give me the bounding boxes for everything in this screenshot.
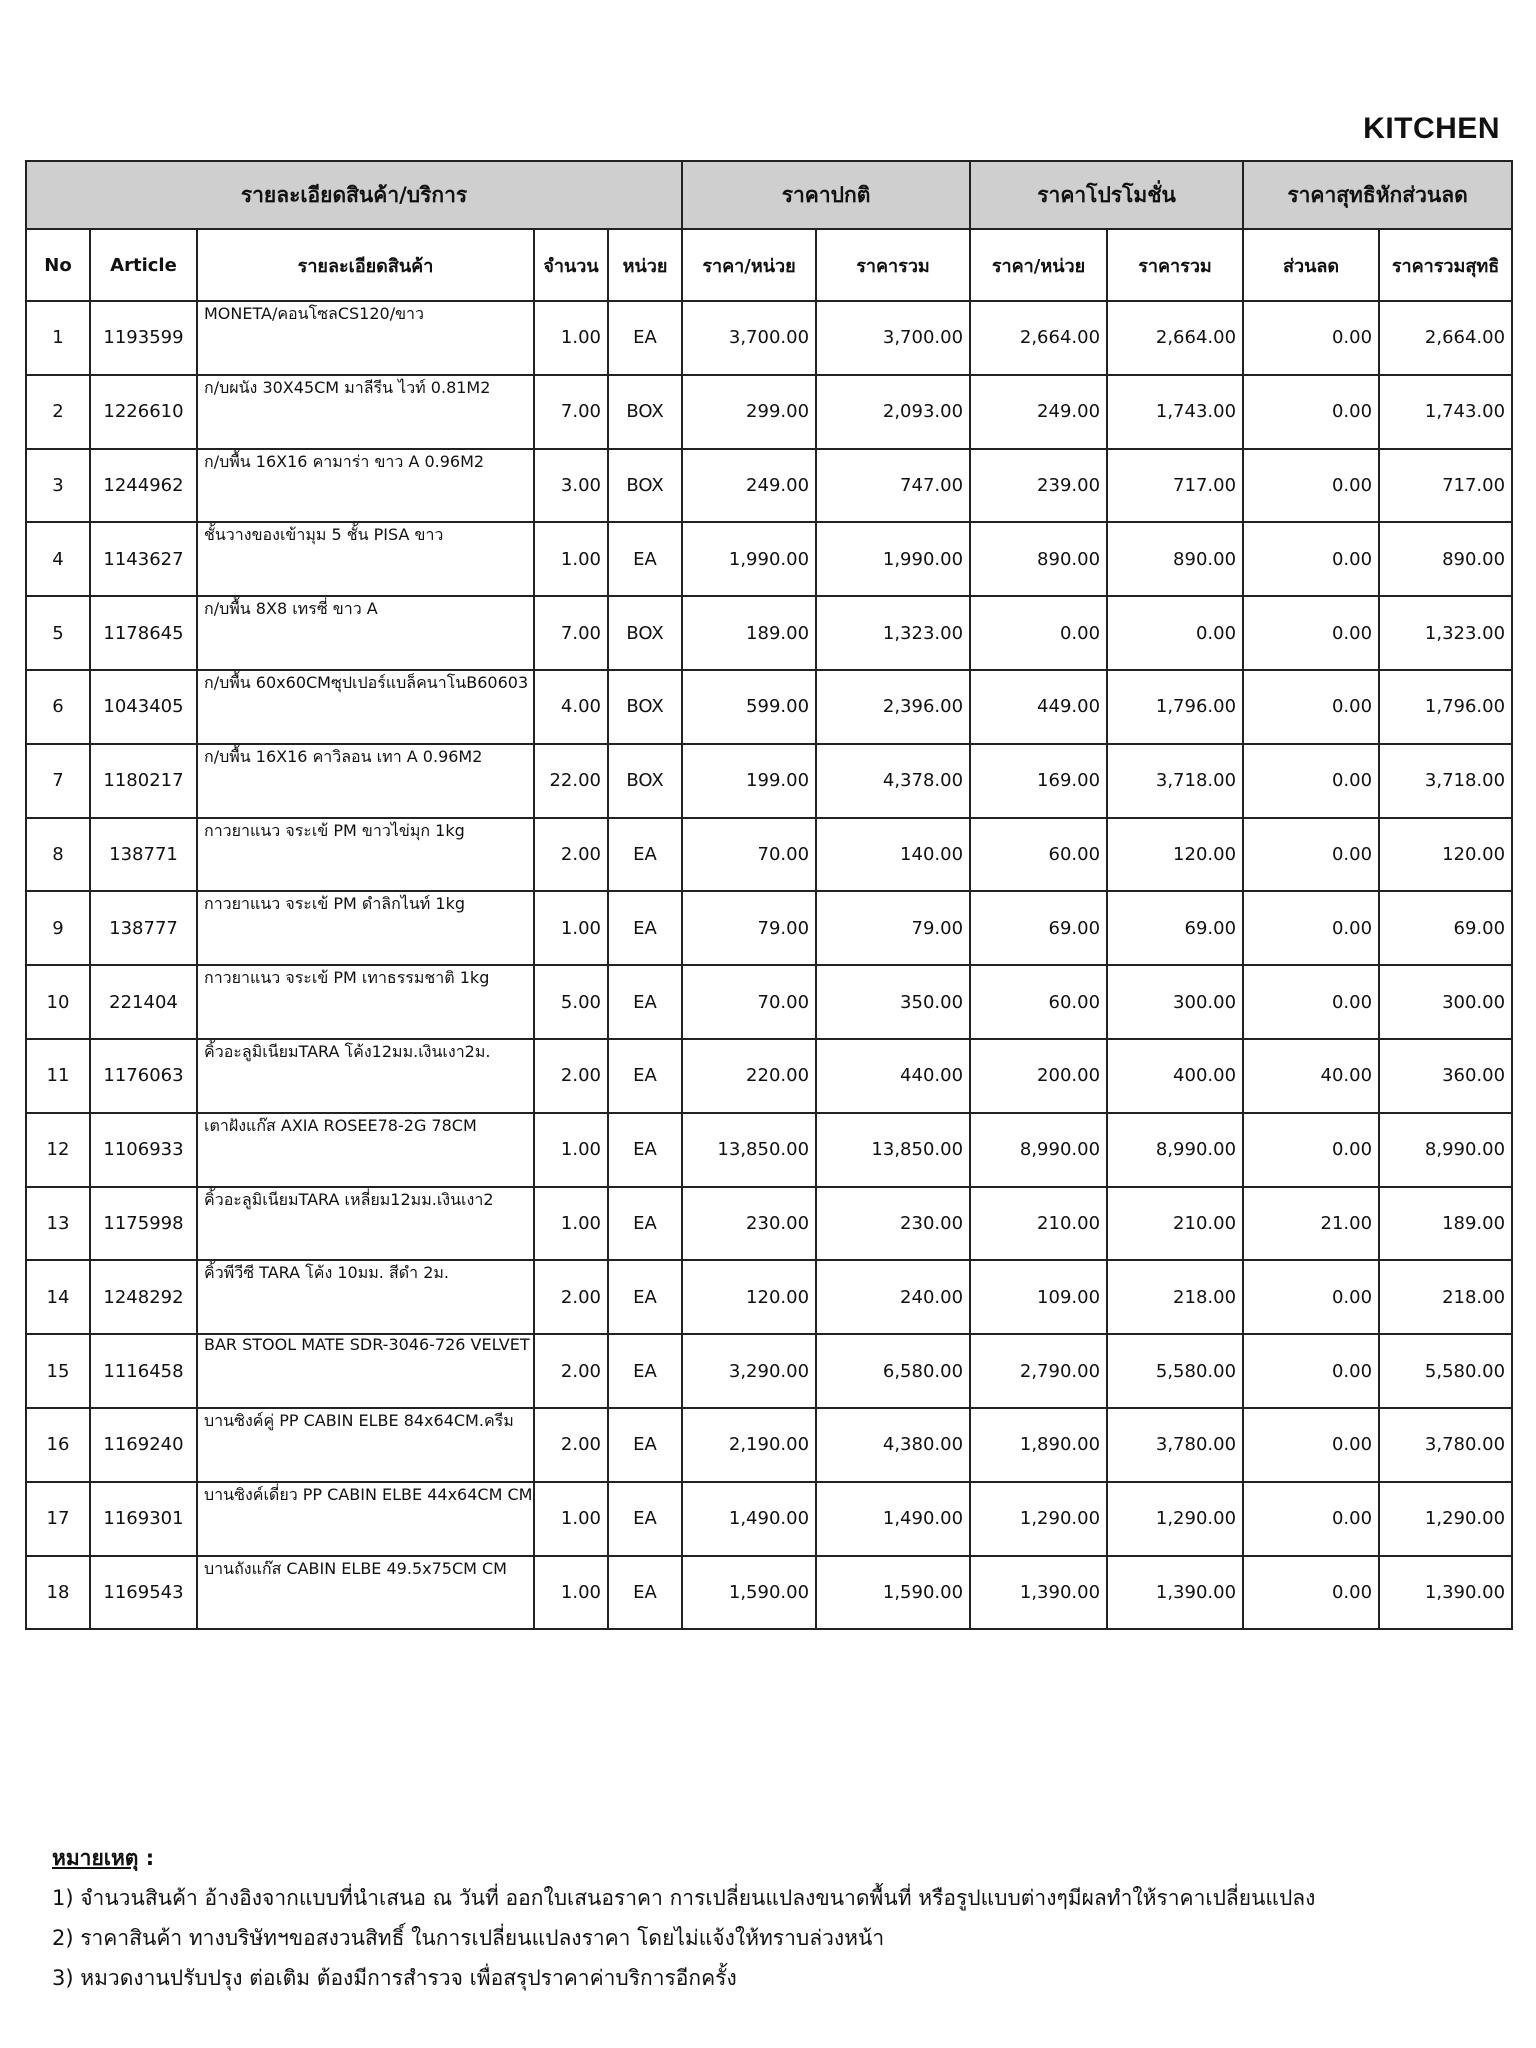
cell-description: ก/บพื้น 16X16 คามาร่า ขาว A 0.96M2 bbox=[197, 449, 534, 523]
cell-article: 138771 bbox=[90, 818, 197, 892]
column-header-article: Article bbox=[90, 229, 197, 301]
cell-discount: 0.00 bbox=[1243, 1113, 1379, 1187]
cell-normal-unit-price: 249.00 bbox=[682, 449, 816, 523]
table-row bbox=[26, 965, 1512, 1039]
note-item: 2) ราคาสินค้า ทางบริษัทฯขอสงวนสิทธิ์ ในการเปลี่ยนแปลงราคา โดยไม่แจ้งให้ทราบล่วงหน้า bbox=[52, 1926, 885, 1950]
cell-discount: 0.00 bbox=[1243, 1260, 1379, 1334]
cell-quantity: 7.00 bbox=[534, 596, 608, 670]
cell-article: 1106933 bbox=[90, 1113, 197, 1187]
cell-quantity: 1.00 bbox=[534, 1187, 608, 1261]
cell-unit: EA bbox=[608, 818, 682, 892]
cell-discount: 0.00 bbox=[1243, 1334, 1379, 1408]
cell-discount: 0.00 bbox=[1243, 1408, 1379, 1482]
cell-unit: BOX bbox=[608, 596, 682, 670]
cell-promo-unit-price: 449.00 bbox=[970, 670, 1107, 744]
cell-discount: 0.00 bbox=[1243, 449, 1379, 523]
cell-promo-total: 717.00 bbox=[1107, 449, 1243, 523]
cell-net-total: 1,743.00 bbox=[1379, 375, 1512, 449]
cell-promo-unit-price: 1,390.00 bbox=[970, 1556, 1107, 1630]
cell-no: 6 bbox=[26, 670, 90, 744]
cell-promo-unit-price: 239.00 bbox=[970, 449, 1107, 523]
cell-no: 14 bbox=[26, 1260, 90, 1334]
cell-unit: EA bbox=[608, 1482, 682, 1556]
cell-no: 1 bbox=[26, 301, 90, 375]
cell-discount: 21.00 bbox=[1243, 1187, 1379, 1261]
cell-normal-unit-price: 70.00 bbox=[682, 818, 816, 892]
cell-net-total: 1,290.00 bbox=[1379, 1482, 1512, 1556]
cell-normal-unit-price: 299.00 bbox=[682, 375, 816, 449]
cell-quantity: 22.00 bbox=[534, 744, 608, 818]
table-row bbox=[26, 1482, 1512, 1556]
cell-no: 5 bbox=[26, 596, 90, 670]
cell-promo-unit-price: 8,990.00 bbox=[970, 1113, 1107, 1187]
column-header-net-total: ราคารวมสุทธิ bbox=[1379, 229, 1512, 301]
table-row bbox=[26, 596, 1512, 670]
table-row bbox=[26, 1260, 1512, 1334]
cell-normal-total: 79.00 bbox=[816, 891, 970, 965]
cell-net-total: 3,780.00 bbox=[1379, 1408, 1512, 1482]
cell-article: 1169240 bbox=[90, 1408, 197, 1482]
cell-unit: EA bbox=[608, 891, 682, 965]
cell-promo-total: 0.00 bbox=[1107, 596, 1243, 670]
cell-no: 11 bbox=[26, 1039, 90, 1113]
cell-no: 3 bbox=[26, 449, 90, 523]
cell-no: 8 bbox=[26, 818, 90, 892]
cell-net-total: 218.00 bbox=[1379, 1260, 1512, 1334]
cell-quantity: 1.00 bbox=[534, 1482, 608, 1556]
cell-description: MONETA/คอนโซลCS120/ขาว bbox=[197, 301, 534, 375]
cell-net-total: 69.00 bbox=[1379, 891, 1512, 965]
cell-normal-total: 1,590.00 bbox=[816, 1556, 970, 1630]
cell-discount: 0.00 bbox=[1243, 596, 1379, 670]
cell-description: คิ้วอะลูมิเนียมTARA เหลี่ยม12มม.เงินเงา2 bbox=[197, 1187, 534, 1261]
cell-normal-total: 2,396.00 bbox=[816, 670, 970, 744]
cell-unit: EA bbox=[608, 1039, 682, 1113]
cell-quantity: 1.00 bbox=[534, 522, 608, 596]
cell-normal-unit-price: 70.00 bbox=[682, 965, 816, 1039]
group-header-normal-price: ราคาปกติ bbox=[682, 161, 970, 229]
cell-promo-total: 120.00 bbox=[1107, 818, 1243, 892]
cell-normal-unit-price: 3,700.00 bbox=[682, 301, 816, 375]
cell-promo-total: 890.00 bbox=[1107, 522, 1243, 596]
cell-quantity: 2.00 bbox=[534, 1039, 608, 1113]
cell-promo-total: 3,780.00 bbox=[1107, 1408, 1243, 1482]
cell-net-total: 360.00 bbox=[1379, 1039, 1512, 1113]
cell-description: ชั้นวางของเข้ามุม 5 ชั้น PISA ขาว bbox=[197, 522, 534, 596]
cell-net-total: 2,664.00 bbox=[1379, 301, 1512, 375]
cell-no: 10 bbox=[26, 965, 90, 1039]
cell-description: ก/บพื้น 16X16 คาวิลอน เทา A 0.96M2 bbox=[197, 744, 534, 818]
cell-promo-total: 8,990.00 bbox=[1107, 1113, 1243, 1187]
column-header-normal-total: ราคารวม bbox=[816, 229, 970, 301]
cell-no: 15 bbox=[26, 1334, 90, 1408]
cell-no: 13 bbox=[26, 1187, 90, 1261]
cell-promo-total: 69.00 bbox=[1107, 891, 1243, 965]
cell-net-total: 1,796.00 bbox=[1379, 670, 1512, 744]
cell-unit: EA bbox=[608, 1260, 682, 1334]
cell-description: ก/บพื้น 60x60CMซุปเปอร์แบล็คนาโนB60603 bbox=[197, 670, 534, 744]
cell-unit: EA bbox=[608, 1334, 682, 1408]
group-header-net-price: ราคาสุทธิหักส่วนลด bbox=[1243, 161, 1512, 229]
cell-discount: 0.00 bbox=[1243, 375, 1379, 449]
table-row bbox=[26, 744, 1512, 818]
cell-description: กาวยาแนว จระเข้ PM ดำลิกไนท์ 1kg bbox=[197, 891, 534, 965]
column-header-promo-total: ราคารวม bbox=[1107, 229, 1243, 301]
cell-discount: 0.00 bbox=[1243, 522, 1379, 596]
cell-unit: EA bbox=[608, 1408, 682, 1482]
table-row bbox=[26, 1187, 1512, 1261]
cell-unit: EA bbox=[608, 965, 682, 1039]
cell-description: บานถังแก๊ส CABIN ELBE 49.5x75CM CM bbox=[197, 1556, 534, 1630]
group-header-promo-price: ราคาโปรโมชั่น bbox=[970, 161, 1243, 229]
table-row bbox=[26, 670, 1512, 744]
cell-promo-total: 1,743.00 bbox=[1107, 375, 1243, 449]
group-header-row bbox=[26, 161, 1512, 229]
cell-normal-total: 230.00 bbox=[816, 1187, 970, 1261]
column-header-normal-unit-price: ราคา/หน่วย bbox=[682, 229, 816, 301]
cell-net-total: 3,718.00 bbox=[1379, 744, 1512, 818]
cell-quantity: 2.00 bbox=[534, 818, 608, 892]
cell-unit: BOX bbox=[608, 670, 682, 744]
cell-normal-unit-price: 230.00 bbox=[682, 1187, 816, 1261]
cell-discount: 0.00 bbox=[1243, 965, 1379, 1039]
cell-normal-total: 13,850.00 bbox=[816, 1113, 970, 1187]
cell-promo-unit-price: 169.00 bbox=[970, 744, 1107, 818]
cell-article: 1180217 bbox=[90, 744, 197, 818]
cell-promo-total: 1,290.00 bbox=[1107, 1482, 1243, 1556]
cell-quantity: 2.00 bbox=[534, 1408, 608, 1482]
cell-net-total: 189.00 bbox=[1379, 1187, 1512, 1261]
cell-normal-unit-price: 2,190.00 bbox=[682, 1408, 816, 1482]
cell-discount: 0.00 bbox=[1243, 891, 1379, 965]
table-row bbox=[26, 449, 1512, 523]
cell-net-total: 120.00 bbox=[1379, 818, 1512, 892]
cell-net-total: 8,990.00 bbox=[1379, 1113, 1512, 1187]
cell-description: กาวยาแนว จระเข้ PM เทาธรรมชาติ 1kg bbox=[197, 965, 534, 1039]
cell-promo-unit-price: 69.00 bbox=[970, 891, 1107, 965]
cell-net-total: 890.00 bbox=[1379, 522, 1512, 596]
cell-normal-unit-price: 120.00 bbox=[682, 1260, 816, 1334]
cell-promo-unit-price: 1,890.00 bbox=[970, 1408, 1107, 1482]
cell-unit: EA bbox=[608, 1187, 682, 1261]
quotation-table bbox=[25, 160, 1513, 1630]
cell-normal-unit-price: 1,990.00 bbox=[682, 522, 816, 596]
cell-no: 2 bbox=[26, 375, 90, 449]
cell-promo-unit-price: 2,790.00 bbox=[970, 1334, 1107, 1408]
cell-normal-unit-price: 1,490.00 bbox=[682, 1482, 816, 1556]
notes-heading-colon: : bbox=[138, 1846, 155, 1870]
cell-promo-total: 1,796.00 bbox=[1107, 670, 1243, 744]
cell-promo-total: 3,718.00 bbox=[1107, 744, 1243, 818]
cell-description: บานซิงค์คู่ PP CABIN ELBE 84x64CM.ครีม bbox=[197, 1408, 534, 1482]
cell-article: 1169543 bbox=[90, 1556, 197, 1630]
table-row bbox=[26, 1408, 1512, 1482]
page-title: KITCHEN bbox=[1363, 112, 1500, 145]
cell-article: 221404 bbox=[90, 965, 197, 1039]
cell-normal-total: 4,380.00 bbox=[816, 1408, 970, 1482]
cell-normal-total: 1,490.00 bbox=[816, 1482, 970, 1556]
cell-quantity: 1.00 bbox=[534, 1113, 608, 1187]
cell-normal-total: 1,323.00 bbox=[816, 596, 970, 670]
cell-description: กาวยาแนว จระเข้ PM ขาวไข่มุก 1kg bbox=[197, 818, 534, 892]
cell-quantity: 1.00 bbox=[534, 1556, 608, 1630]
cell-promo-unit-price: 109.00 bbox=[970, 1260, 1107, 1334]
cell-normal-unit-price: 599.00 bbox=[682, 670, 816, 744]
cell-no: 4 bbox=[26, 522, 90, 596]
cell-article: 1043405 bbox=[90, 670, 197, 744]
cell-article: 1169301 bbox=[90, 1482, 197, 1556]
note-item: 3) หมวดงานปรับปรุง ต่อเติม ต้องมีการสำรวจ เพื่อสรุปราคาค่าบริการอีกครั้ง bbox=[52, 1966, 737, 1990]
cell-unit: EA bbox=[608, 522, 682, 596]
cell-description: คิ้วพีวีซี TARA โค้ง 10มม. สีดำ 2ม. bbox=[197, 1260, 534, 1334]
cell-unit: EA bbox=[608, 1556, 682, 1630]
cell-promo-total: 5,580.00 bbox=[1107, 1334, 1243, 1408]
cell-description: ก/บผนัง 30X45CM มาลีรีน ไวท์ 0.81M2 bbox=[197, 375, 534, 449]
column-header-discount: ส่วนลด bbox=[1243, 229, 1379, 301]
cell-article: 1143627 bbox=[90, 522, 197, 596]
cell-normal-total: 747.00 bbox=[816, 449, 970, 523]
cell-promo-unit-price: 60.00 bbox=[970, 965, 1107, 1039]
cell-article: 1244962 bbox=[90, 449, 197, 523]
cell-description: คิ้วอะลูมิเนียมTARA โค้ง12มม.เงินเงา2ม. bbox=[197, 1039, 534, 1113]
cell-quantity: 2.00 bbox=[534, 1334, 608, 1408]
cell-normal-unit-price: 1,590.00 bbox=[682, 1556, 816, 1630]
cell-net-total: 300.00 bbox=[1379, 965, 1512, 1039]
cell-no: 12 bbox=[26, 1113, 90, 1187]
cell-no: 18 bbox=[26, 1556, 90, 1630]
cell-article: 1193599 bbox=[90, 301, 197, 375]
cell-normal-total: 440.00 bbox=[816, 1039, 970, 1113]
cell-quantity: 1.00 bbox=[534, 301, 608, 375]
cell-promo-total: 218.00 bbox=[1107, 1260, 1243, 1334]
cell-discount: 40.00 bbox=[1243, 1039, 1379, 1113]
cell-promo-unit-price: 200.00 bbox=[970, 1039, 1107, 1113]
cell-normal-total: 240.00 bbox=[816, 1260, 970, 1334]
cell-quantity: 3.00 bbox=[534, 449, 608, 523]
table-row bbox=[26, 301, 1512, 375]
cell-description: เตาฝังแก๊ส AXIA ROSEE78-2G 78CM bbox=[197, 1113, 534, 1187]
cell-net-total: 5,580.00 bbox=[1379, 1334, 1512, 1408]
cell-normal-unit-price: 199.00 bbox=[682, 744, 816, 818]
cell-article: 1178645 bbox=[90, 596, 197, 670]
cell-description: ก/บพื้น 8X8 เทรซี่ ขาว A bbox=[197, 596, 534, 670]
cell-net-total: 1,323.00 bbox=[1379, 596, 1512, 670]
cell-promo-total: 400.00 bbox=[1107, 1039, 1243, 1113]
cell-promo-unit-price: 210.00 bbox=[970, 1187, 1107, 1261]
cell-article: 138777 bbox=[90, 891, 197, 965]
cell-discount: 0.00 bbox=[1243, 301, 1379, 375]
cell-normal-total: 4,378.00 bbox=[816, 744, 970, 818]
cell-article: 1176063 bbox=[90, 1039, 197, 1113]
table-row bbox=[26, 1334, 1512, 1408]
cell-quantity: 5.00 bbox=[534, 965, 608, 1039]
notes-section bbox=[52, 1838, 1315, 1998]
cell-article: 1175998 bbox=[90, 1187, 197, 1261]
cell-promo-unit-price: 0.00 bbox=[970, 596, 1107, 670]
cell-no: 7 bbox=[26, 744, 90, 818]
cell-quantity: 4.00 bbox=[534, 670, 608, 744]
table-row bbox=[26, 1113, 1512, 1187]
cell-unit: EA bbox=[608, 1113, 682, 1187]
cell-normal-total: 1,990.00 bbox=[816, 522, 970, 596]
cell-promo-unit-price: 2,664.00 bbox=[970, 301, 1107, 375]
table-row bbox=[26, 1039, 1512, 1113]
note-item: 1) จำนวนสินค้า อ้างอิงจากแบบที่นำเสนอ ณ วันที่ ออกใบเสนอราคา การเปลี่ยนแปลงขนาดพื้นที่ หรือรูปแบบต่างๆมีผลทำให้ราคาเปลี่ยนแปลง bbox=[52, 1886, 1316, 1910]
cell-discount: 0.00 bbox=[1243, 744, 1379, 818]
column-header-unit: หน่วย bbox=[608, 229, 682, 301]
cell-description: บานซิงค์เดี่ยว PP CABIN ELBE 44x64CM CM bbox=[197, 1482, 534, 1556]
cell-promo-unit-price: 1,290.00 bbox=[970, 1482, 1107, 1556]
cell-unit: BOX bbox=[608, 744, 682, 818]
cell-promo-unit-price: 249.00 bbox=[970, 375, 1107, 449]
cell-article: 1116458 bbox=[90, 1334, 197, 1408]
cell-article: 1248292 bbox=[90, 1260, 197, 1334]
cell-discount: 0.00 bbox=[1243, 670, 1379, 744]
column-header-description: รายละเอียดสินค้า bbox=[197, 229, 534, 301]
table-row bbox=[26, 818, 1512, 892]
table-row bbox=[26, 891, 1512, 965]
cell-normal-total: 3,700.00 bbox=[816, 301, 970, 375]
cell-quantity: 7.00 bbox=[534, 375, 608, 449]
cell-normal-unit-price: 3,290.00 bbox=[682, 1334, 816, 1408]
cell-normal-total: 6,580.00 bbox=[816, 1334, 970, 1408]
cell-promo-unit-price: 890.00 bbox=[970, 522, 1107, 596]
cell-net-total: 717.00 bbox=[1379, 449, 1512, 523]
cell-no: 16 bbox=[26, 1408, 90, 1482]
cell-unit: EA bbox=[608, 301, 682, 375]
cell-unit: BOX bbox=[608, 449, 682, 523]
table-row bbox=[26, 522, 1512, 596]
cell-promo-unit-price: 60.00 bbox=[970, 818, 1107, 892]
column-header-row bbox=[26, 229, 1512, 301]
cell-article: 1226610 bbox=[90, 375, 197, 449]
cell-unit: BOX bbox=[608, 375, 682, 449]
cell-normal-unit-price: 13,850.00 bbox=[682, 1113, 816, 1187]
notes-heading: หมายเหตุ bbox=[52, 1846, 139, 1870]
cell-normal-total: 350.00 bbox=[816, 965, 970, 1039]
cell-promo-total: 300.00 bbox=[1107, 965, 1243, 1039]
column-header-no: No bbox=[26, 229, 90, 301]
cell-quantity: 1.00 bbox=[534, 891, 608, 965]
cell-normal-total: 140.00 bbox=[816, 818, 970, 892]
cell-promo-total: 2,664.00 bbox=[1107, 301, 1243, 375]
cell-net-total: 1,390.00 bbox=[1379, 1556, 1512, 1630]
cell-promo-total: 1,390.00 bbox=[1107, 1556, 1243, 1630]
cell-description: BAR STOOL MATE SDR-3046-726 VELVET bbox=[197, 1334, 534, 1408]
cell-discount: 0.00 bbox=[1243, 818, 1379, 892]
group-header-details: รายละเอียดสินค้า/บริการ bbox=[26, 161, 682, 229]
cell-no: 17 bbox=[26, 1482, 90, 1556]
column-header-promo-unit-price: ราคา/หน่วย bbox=[970, 229, 1107, 301]
cell-discount: 0.00 bbox=[1243, 1482, 1379, 1556]
cell-normal-unit-price: 189.00 bbox=[682, 596, 816, 670]
table-row bbox=[26, 375, 1512, 449]
column-header-quantity: จำนวน bbox=[534, 229, 608, 301]
table-row bbox=[26, 1556, 1512, 1630]
cell-normal-unit-price: 220.00 bbox=[682, 1039, 816, 1113]
cell-promo-total: 210.00 bbox=[1107, 1187, 1243, 1261]
cell-quantity: 2.00 bbox=[534, 1260, 608, 1334]
cell-no: 9 bbox=[26, 891, 90, 965]
cell-normal-total: 2,093.00 bbox=[816, 375, 970, 449]
cell-discount: 0.00 bbox=[1243, 1556, 1379, 1630]
cell-normal-unit-price: 79.00 bbox=[682, 891, 816, 965]
table-body bbox=[26, 301, 1512, 1629]
